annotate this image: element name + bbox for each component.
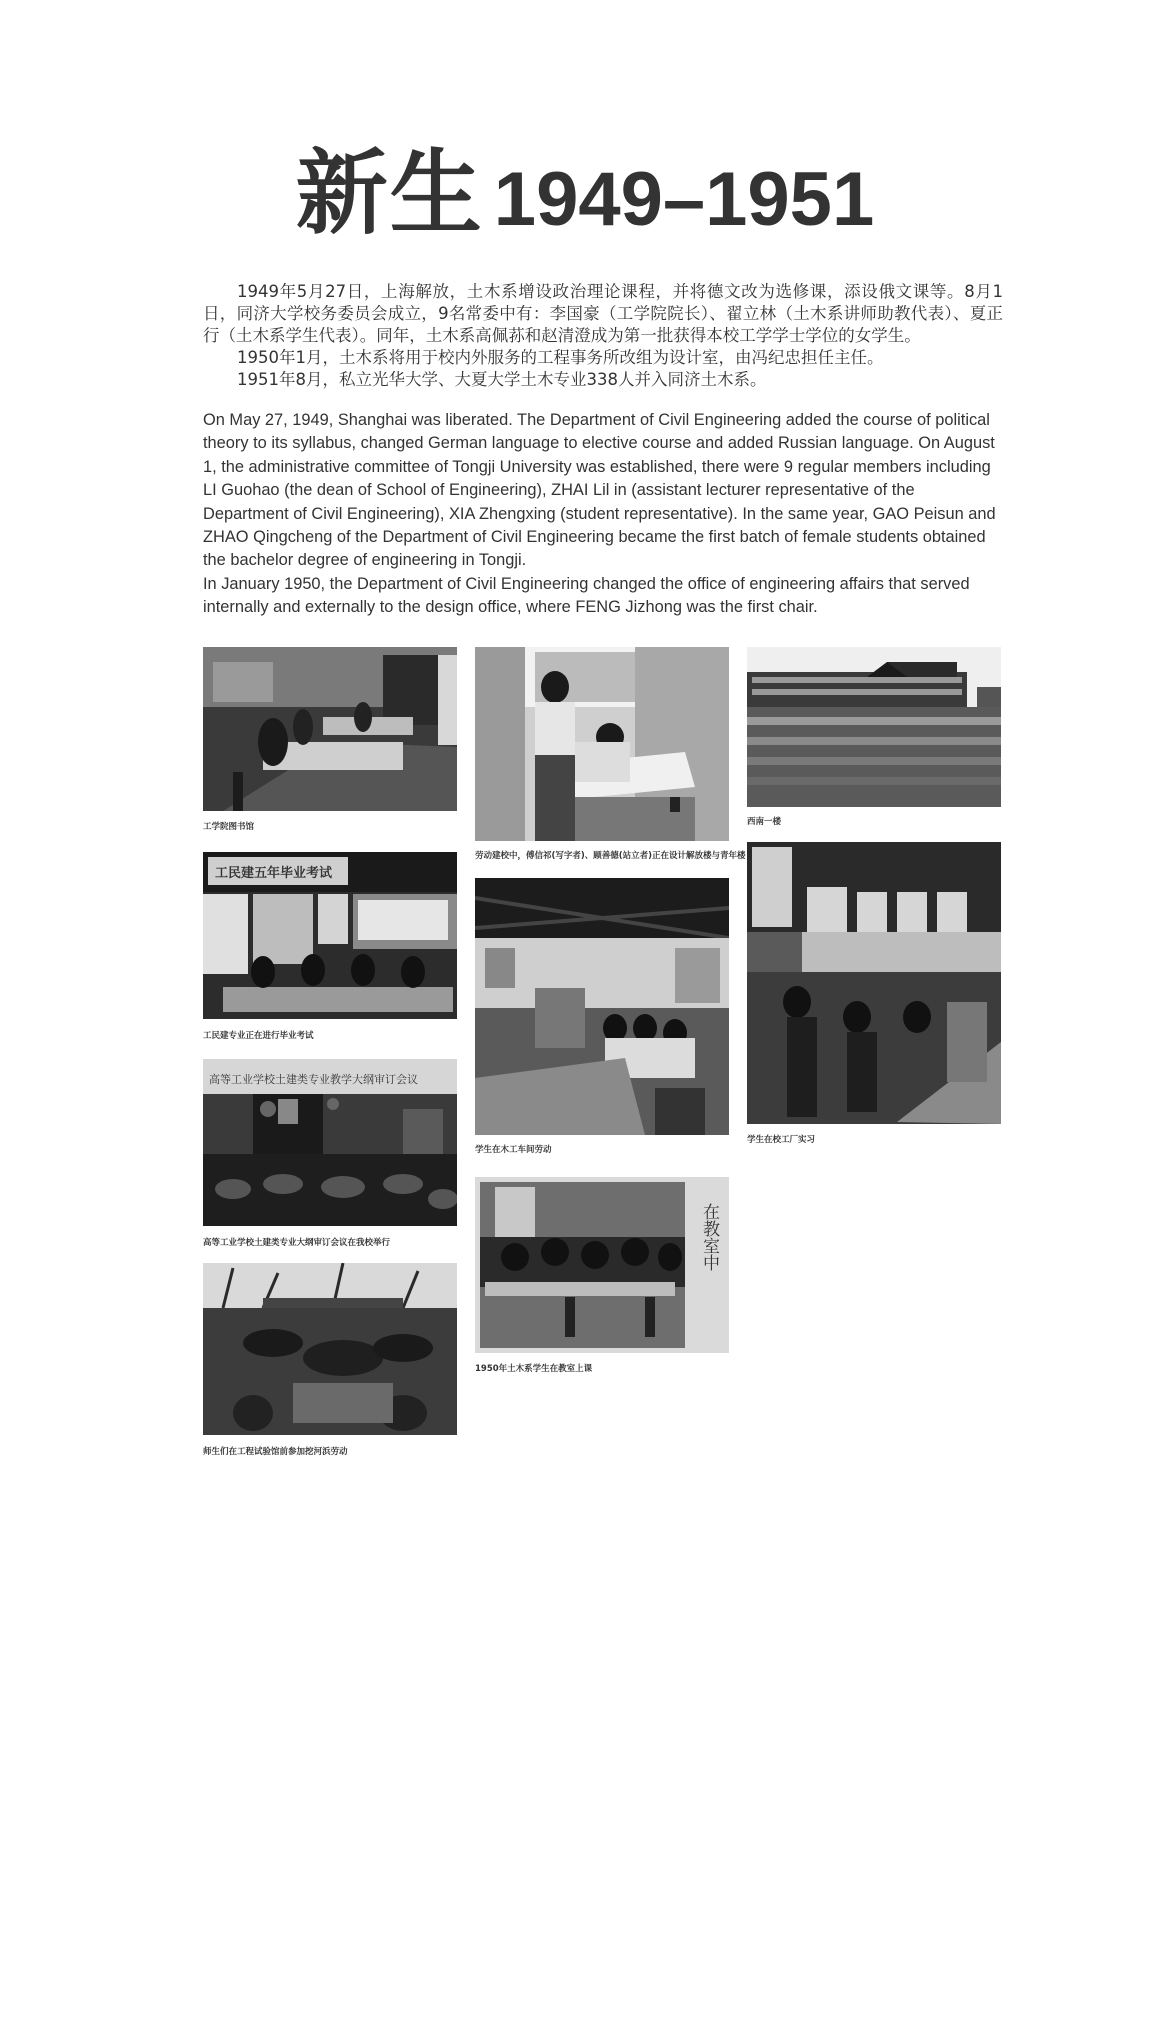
intro-en-paragraph: On May 27, 1949, Shanghai was liberated. The Department of Civil Engineering added the course of political theory to its syllabus, changed German language to elective course and added Russian language. On August 1, the administrative committee of Tongji University was established, there were 9 regular members including LI Guohao (the dean of School of Engineering), ZHAI Lil in (assistant lecturer representative of the Department of Civil Engineering), XIA Zhengxing (student representative). In the same year, GAO Peisun and ZHAO Qingcheng of the Department of Civil Engineering became the first batch of female students obtained the bachelor degree of engineering in Tongji.: [203, 411, 996, 570]
caption-conference: 高等工业学校土建类专业大纲审订会议在我校举行: [203, 1238, 391, 1248]
intro-en-paragraph: In January 1950, the Department of Civil Engineering changed the office of engineering affairs that served internally and externally to the design office, where FENG Jizhong was the first chair.: [203, 574, 970, 617]
page-title: [0, 140, 1170, 247]
caption-exam: 工民建专业正在进行毕业考试: [203, 1031, 314, 1041]
photo-campus: [747, 647, 1001, 807]
title-chinese: 新生: [295, 140, 484, 247]
intro-zh-paragraph: 1951年8月，私立光华大学、大夏大学土木专业338人并入同济土木系。: [237, 370, 767, 389]
caption-campus: 西南一楼: [747, 817, 782, 827]
photo-factory: [747, 842, 1001, 1124]
caption-classroom: 1950年土木系学生在教室上课: [475, 1364, 593, 1374]
caption-factory: 学生在校工厂实习: [747, 1135, 816, 1145]
classroom-inscription: 在教室中: [699, 1203, 719, 1271]
photo-drafting: [475, 647, 729, 841]
photo-exam: [203, 852, 457, 1019]
intro-zh-paragraph: 1950年1月，土木系将用于校内外服务的工程事务所改组为设计室，由冯纪忠担任主任。: [237, 348, 884, 367]
intro-english: [203, 409, 1003, 620]
intro-zh-paragraph: 1949年5月27日，上海解放，土木系增设政治理论课程，并将德文改为选修课，添设俄文课等。8月1日，同济大学校务委员会成立，9名常委中有：李国豪（工学院院长）、翟立林（土木系讲师助教代表）、夏正行（土木系学生代表）。同年，土木系高佩荪和赵清澄成为第一批获得本校工学学士学位的女学生。: [203, 282, 1003, 345]
photo-workshop: [475, 878, 729, 1135]
caption-workshop: 学生在木工车间劳动: [475, 1145, 552, 1155]
caption-labor: 师生们在工程试验馆前参加挖河浜劳动: [203, 1447, 348, 1457]
photo-conference: [203, 1059, 457, 1226]
photo-classroom: [475, 1177, 729, 1353]
photo-library: [203, 647, 457, 811]
conference-banner-text: 高等工业学校土建类专业教学大纲审订会议: [209, 1073, 418, 1086]
photo-labor: [203, 1263, 457, 1435]
caption-drafting: 劳动建校中，傅信祁(写字者)、顾善德(站立者)正在设计解放楼与青年楼: [475, 851, 746, 861]
intro-chinese: [203, 281, 1003, 391]
caption-library: 工学院图书馆: [203, 822, 255, 832]
title-years: 1949–1951: [493, 157, 875, 242]
exam-banner-text: 工民建五年毕业考试: [215, 866, 333, 881]
